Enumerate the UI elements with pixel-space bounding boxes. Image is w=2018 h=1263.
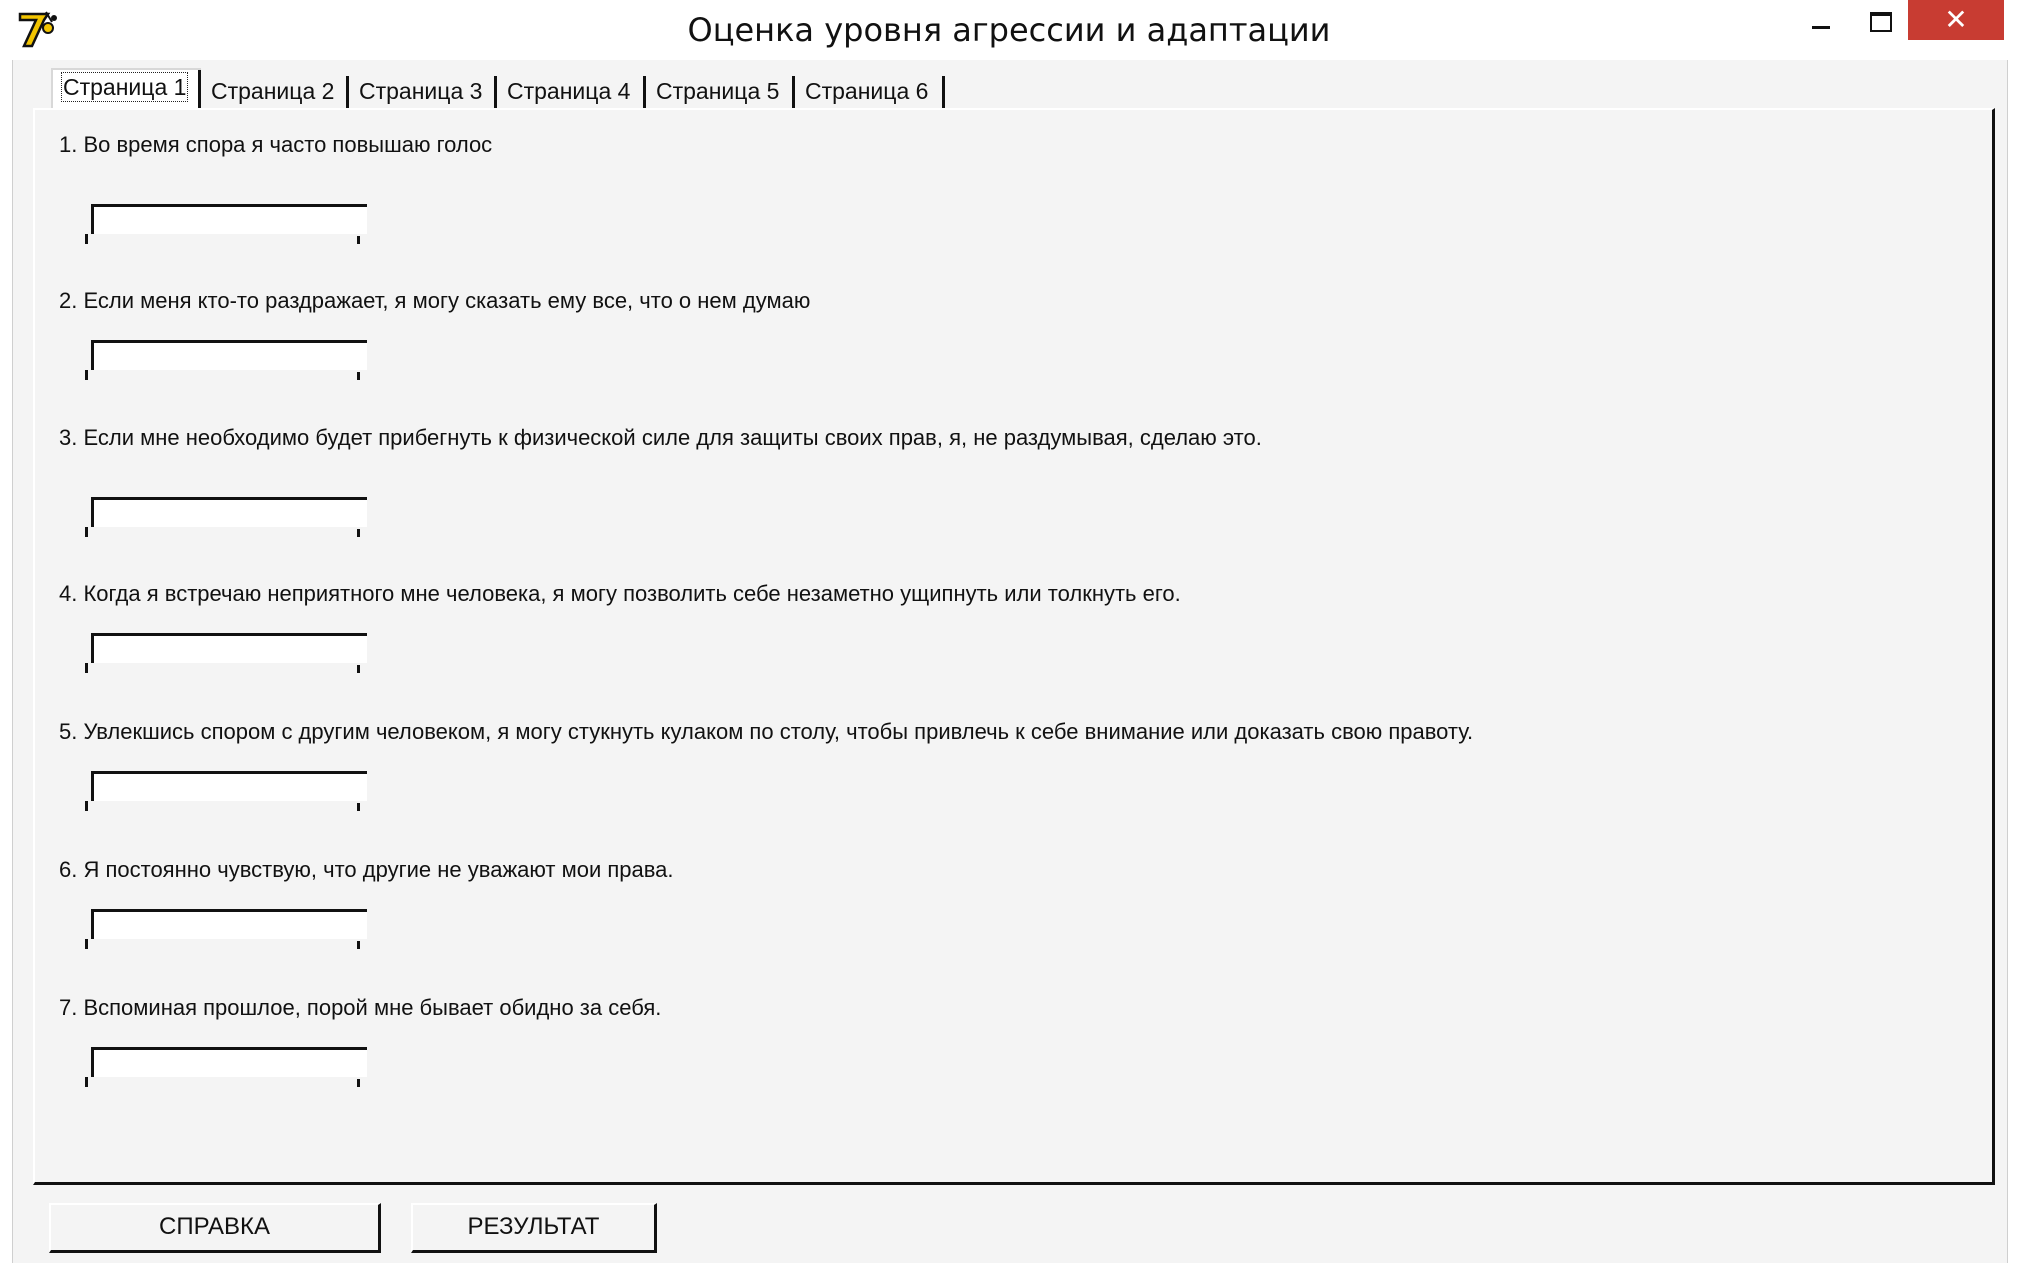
answer-input-1[interactable]	[91, 204, 367, 234]
minimize-button[interactable]	[1798, 0, 1848, 40]
tab-label: Страница 2	[211, 78, 335, 104]
answer-input-3[interactable]	[91, 497, 367, 527]
input-corner	[85, 801, 88, 811]
tab-label: Страница 4	[507, 78, 631, 104]
minimize-icon	[1812, 26, 1830, 29]
input-corner	[85, 527, 88, 537]
input-corner	[357, 529, 360, 537]
tab-page-1[interactable]	[51, 68, 201, 108]
tab-page-5[interactable]	[646, 74, 795, 108]
input-corner	[357, 941, 360, 949]
input-corner	[85, 234, 88, 244]
input-corner	[85, 939, 88, 949]
question-text: 2. Если меня кто-то раздражает, я могу сказать ему все, что о нем думаю	[59, 288, 811, 313]
tab-panel-page-1	[33, 108, 1995, 1185]
answer-input-6[interactable]	[91, 909, 367, 939]
input-corner	[85, 1077, 88, 1087]
tab-page-3[interactable]	[349, 74, 497, 108]
window-body	[12, 60, 2008, 1263]
answer-input-4[interactable]	[91, 633, 367, 663]
tab-label: Страница 1	[63, 74, 187, 100]
tab-page-6[interactable]	[795, 74, 945, 108]
question-text: 3. Если мне необходимо будет прибегнуть к физической силе для защиты своих прав, я, не раздумывая, сделаю это.	[59, 425, 1262, 450]
input-corner	[357, 665, 360, 673]
tab-label: Страница 3	[359, 78, 483, 104]
question-text: 5. Увлекшись спором с другим человеком, я могу стукнуть кулаком по столу, чтобы привлечь к себе внимание или доказать свою правоту.	[59, 719, 1474, 744]
maximize-button[interactable]	[1856, 0, 1906, 40]
input-corner	[85, 370, 88, 380]
answer-input-7[interactable]	[91, 1047, 367, 1077]
question-text: 6. Я постоянно чувствую, что другие не уважают мои права.	[59, 857, 674, 882]
maximize-icon	[1870, 12, 1892, 32]
answer-input-5[interactable]	[91, 771, 367, 801]
question-text: 1. Во время спора я часто повышаю голос	[59, 132, 493, 157]
tab-page-2[interactable]	[201, 74, 349, 108]
close-button[interactable]	[1908, 0, 2004, 40]
window-title: Оценка уровня агрессии и адаптации	[687, 11, 1331, 49]
result-button[interactable]: РЕЗУЛЬТАТ	[411, 1203, 657, 1253]
input-corner	[357, 372, 360, 380]
close-icon: ✕	[1944, 3, 1968, 36]
tab-label: Страница 6	[805, 78, 929, 104]
input-corner	[357, 236, 360, 244]
answer-input-2[interactable]	[91, 340, 367, 370]
tab-label: Страница 5	[656, 78, 780, 104]
help-button[interactable]: СПРАВКА	[49, 1203, 381, 1253]
input-corner	[85, 663, 88, 673]
input-corner	[357, 803, 360, 811]
title-bar[interactable]	[0, 0, 2018, 60]
question-text: 7. Вспоминая прошлое, порой мне бывает обидно за себя.	[59, 995, 662, 1020]
tab-page-4[interactable]	[497, 74, 646, 108]
question-text: 4. Когда я встречаю неприятного мне человека, я могу позволить себе незаметно ущипнуть или толкнуть его.	[59, 581, 1181, 606]
input-corner	[357, 1079, 360, 1087]
